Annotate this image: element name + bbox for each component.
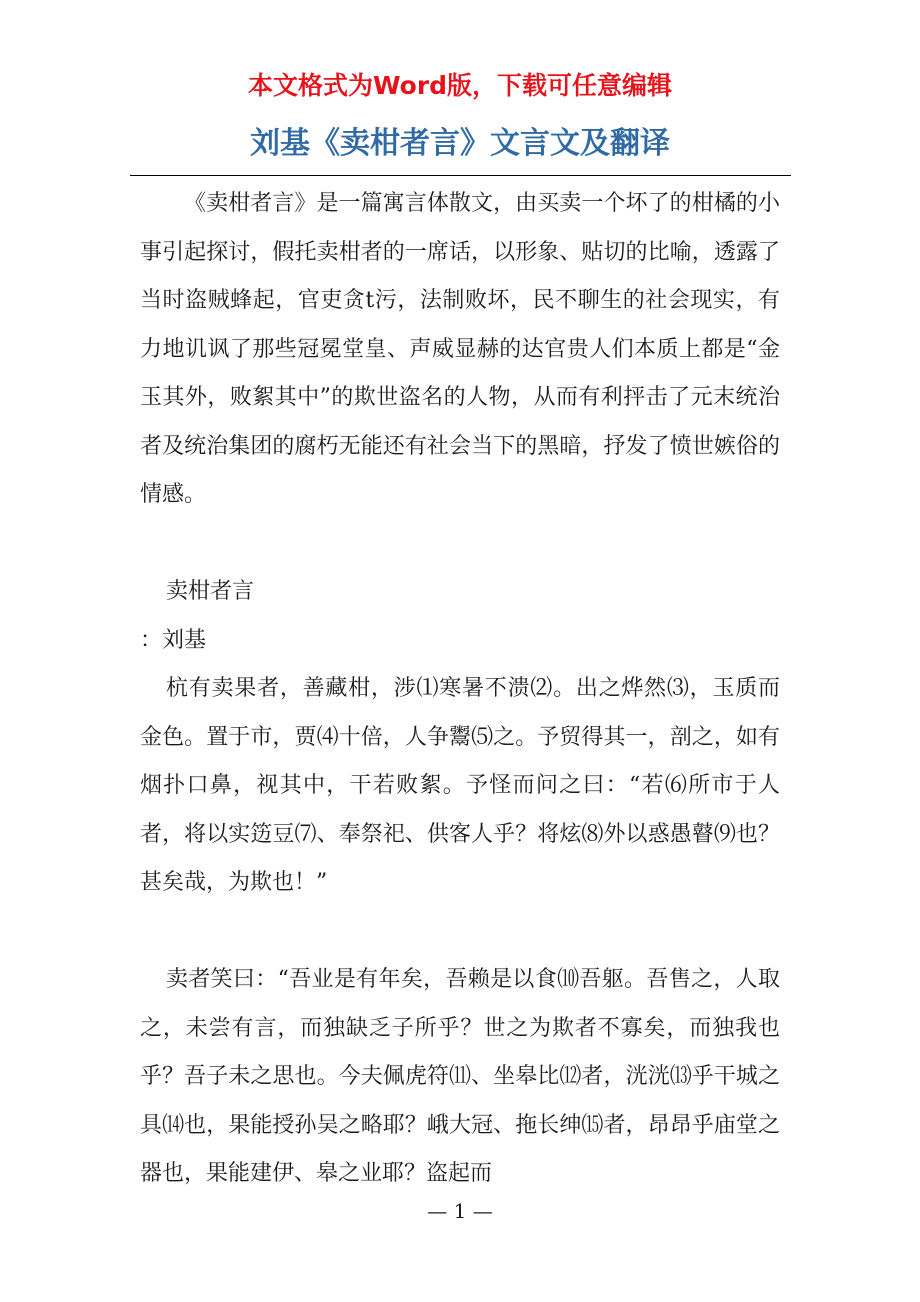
blank-line: [140, 908, 780, 957]
format-notice: 本文格式为Word版，下载可任意编辑: [247, 71, 673, 100]
blank-line: [140, 520, 780, 569]
text-title: 卖柑者言: [166, 579, 255, 604]
text-paragraph-1: 杭有卖果者，善藏柑，涉⑴寒暑不溃⑵。出之烨然⑶，玉质而金色。置于市，贾⑷十倍，人争鬻⑸之。予贸得其一，剖之，如有烟扑口鼻，视其中，干若败絮。予怪而问之曰：“若⑹所市于人者，将以实笾豆⑺、奉祭祀、供客人乎？将炫⑻外以惑愚瞽⑼也？甚矣哉，为欺也！”: [140, 676, 780, 895]
title-divider: [130, 175, 791, 176]
text-paragraph-2: 卖者笑曰：“吾业是有年矣，吾赖是以食⑽吾躯。吾售之，人取之，未尝有言，而独缺乏子所乎？世之为欺者不寡矣，而独我也乎？吾子未之思也。今夫佩虎符⑾、坐皋比⑿者，洸洸⒀乎干城之具⒁也，果能授孙吴之略耶？峨大冠、拖长绅⒂者，昂昂乎庙堂之器也，果能建伊、皋之业耶？盗起而: [140, 967, 780, 1186]
text-author: ：刘基: [140, 627, 207, 653]
document-body: [140, 180, 780, 1199]
document-title: 刘基《卖柑者言》文言文及翻译: [250, 126, 670, 161]
page-number: — 1 —: [427, 1199, 493, 1223]
intro-paragraph: 《卖柑者言》是一篇寓言体散文，由买卖一个坏了的柑橘的小事引起探讨，假托卖柑者的一席话，以形象、贴切的比喻，透露了当时盗贼蜂起，官吏贪t污，法制败坏，民不聊生的社会现实，有力地讥讽了那些冠冕堂皇、声威显赫的达官贵人们本质上都是“金玉其外，败絮其中”的欺世盗名的人物，从而有利抨击了元末统治者及统治集团的腐朽无能还有社会当下的黑暗，抒发了愤世嫉俗的情感。: [140, 191, 780, 507]
